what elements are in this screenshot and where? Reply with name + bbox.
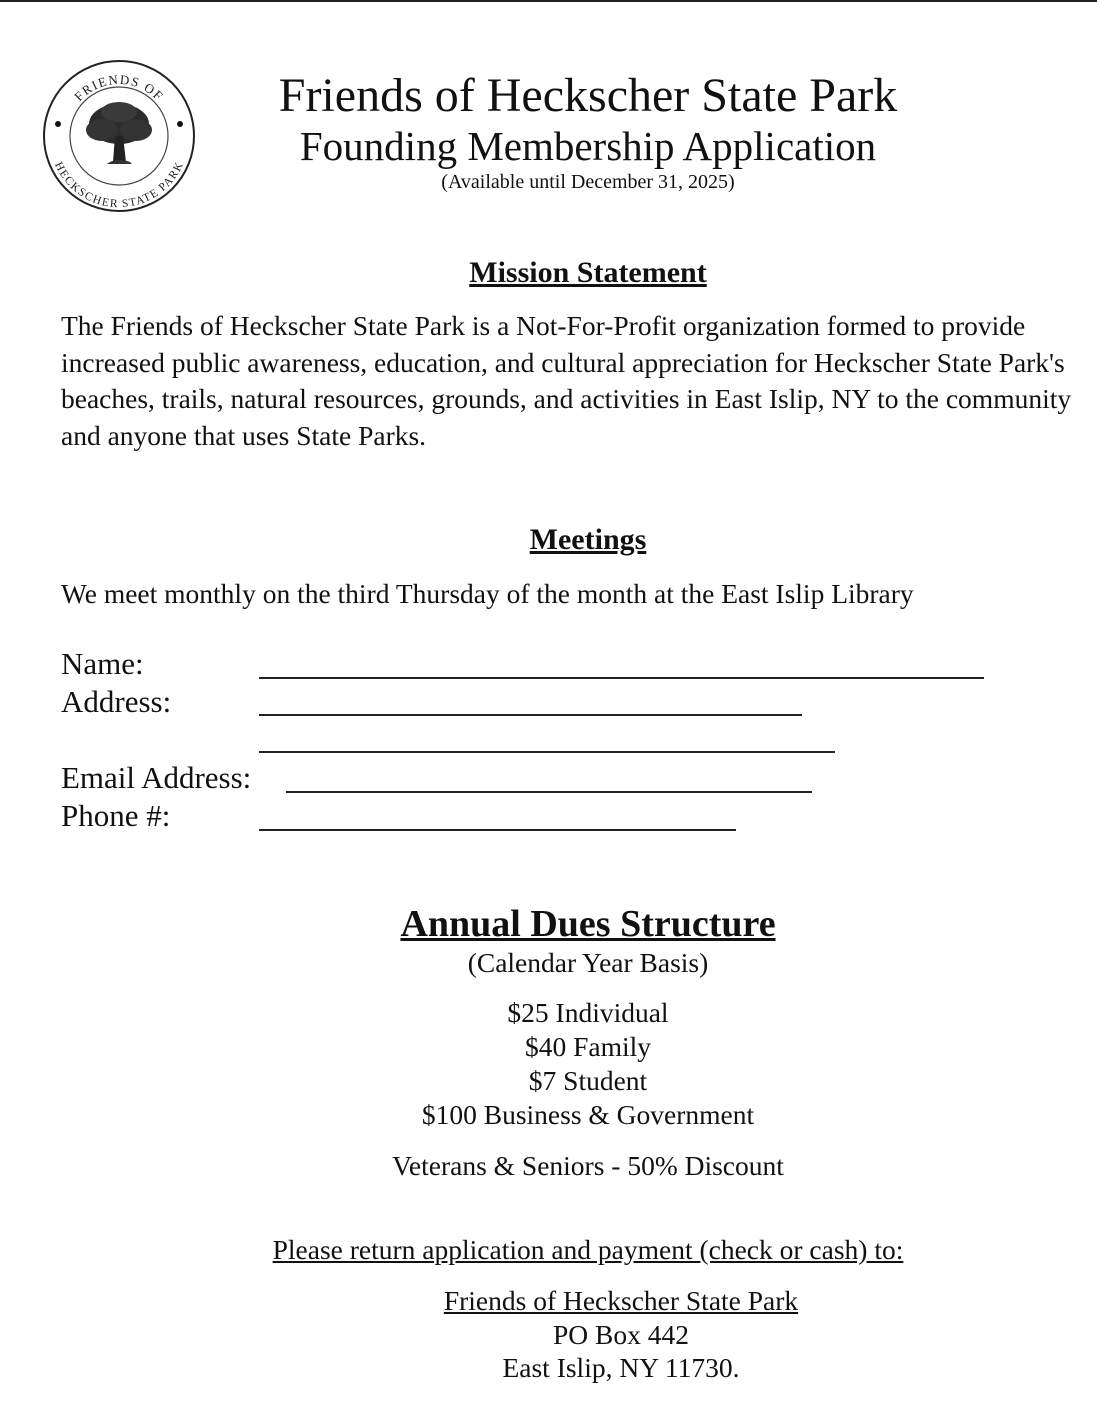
meetings-text: We meet monthly on the third Thursday of the month at the East Islip Library	[61, 578, 914, 609]
page-subtitle: Founding Membership Application	[299, 123, 877, 169]
name-field[interactable]	[259, 677, 984, 679]
seal-bottom-text: HECKSCHER STATE PARK	[52, 160, 186, 211]
seal-top-text: FRIENDS OF	[71, 71, 167, 105]
email-label: Email Address:	[61, 760, 252, 795]
meetings-heading: Meetings	[529, 523, 647, 556]
email-field[interactable]	[286, 791, 812, 793]
phone-field[interactable]	[259, 829, 736, 831]
mission-text: The Friends of Heckscher State Park is a Not-For-Profit organization formed to provide increased public awareness, education, and cultural appreciation for Heckscher State Park's beaches, trails, natural resources, grounds, and activities in East Islip, NY to the community and anyone that uses State Parks.	[61, 310, 1072, 451]
return-city-state-zip: East Islip, NY 11730.	[502, 1352, 740, 1383]
return-po-box: PO Box 442	[553, 1319, 689, 1350]
dues-heading: Annual Dues Structure	[400, 903, 776, 945]
dues-rate-business: $100 Business & Government	[421, 1099, 755, 1130]
address-line-1-field[interactable]	[259, 714, 802, 716]
name-label: Name:	[61, 646, 144, 681]
mission-heading: Mission Statement	[469, 256, 707, 289]
phone-label: Phone #:	[61, 798, 171, 833]
return-instruction: Please return application and payment (check or cash) to:	[272, 1234, 904, 1265]
return-org-name	[0, 1284, 1097, 1318]
dues-basis: (Calendar Year Basis)	[467, 947, 709, 978]
dues-rate-family: $40 Family	[524, 1031, 652, 1062]
address-label: Address:	[61, 684, 172, 719]
address-line-2-field[interactable]	[259, 751, 835, 753]
page-title: Friends of Heckscher State Park	[278, 69, 898, 122]
dues-discount: Veterans & Seniors - 50% Discount	[392, 1150, 784, 1181]
page-top-border	[0, 0, 1097, 2]
dues-rate-individual: $25 Individual	[507, 997, 669, 1028]
availability-note: (Available until December 31, 2025)	[441, 171, 735, 193]
return-org-name-text: Friends of Heckscher State Park	[443, 1285, 799, 1316]
dues-rate-student: $7 Student	[528, 1065, 648, 1096]
